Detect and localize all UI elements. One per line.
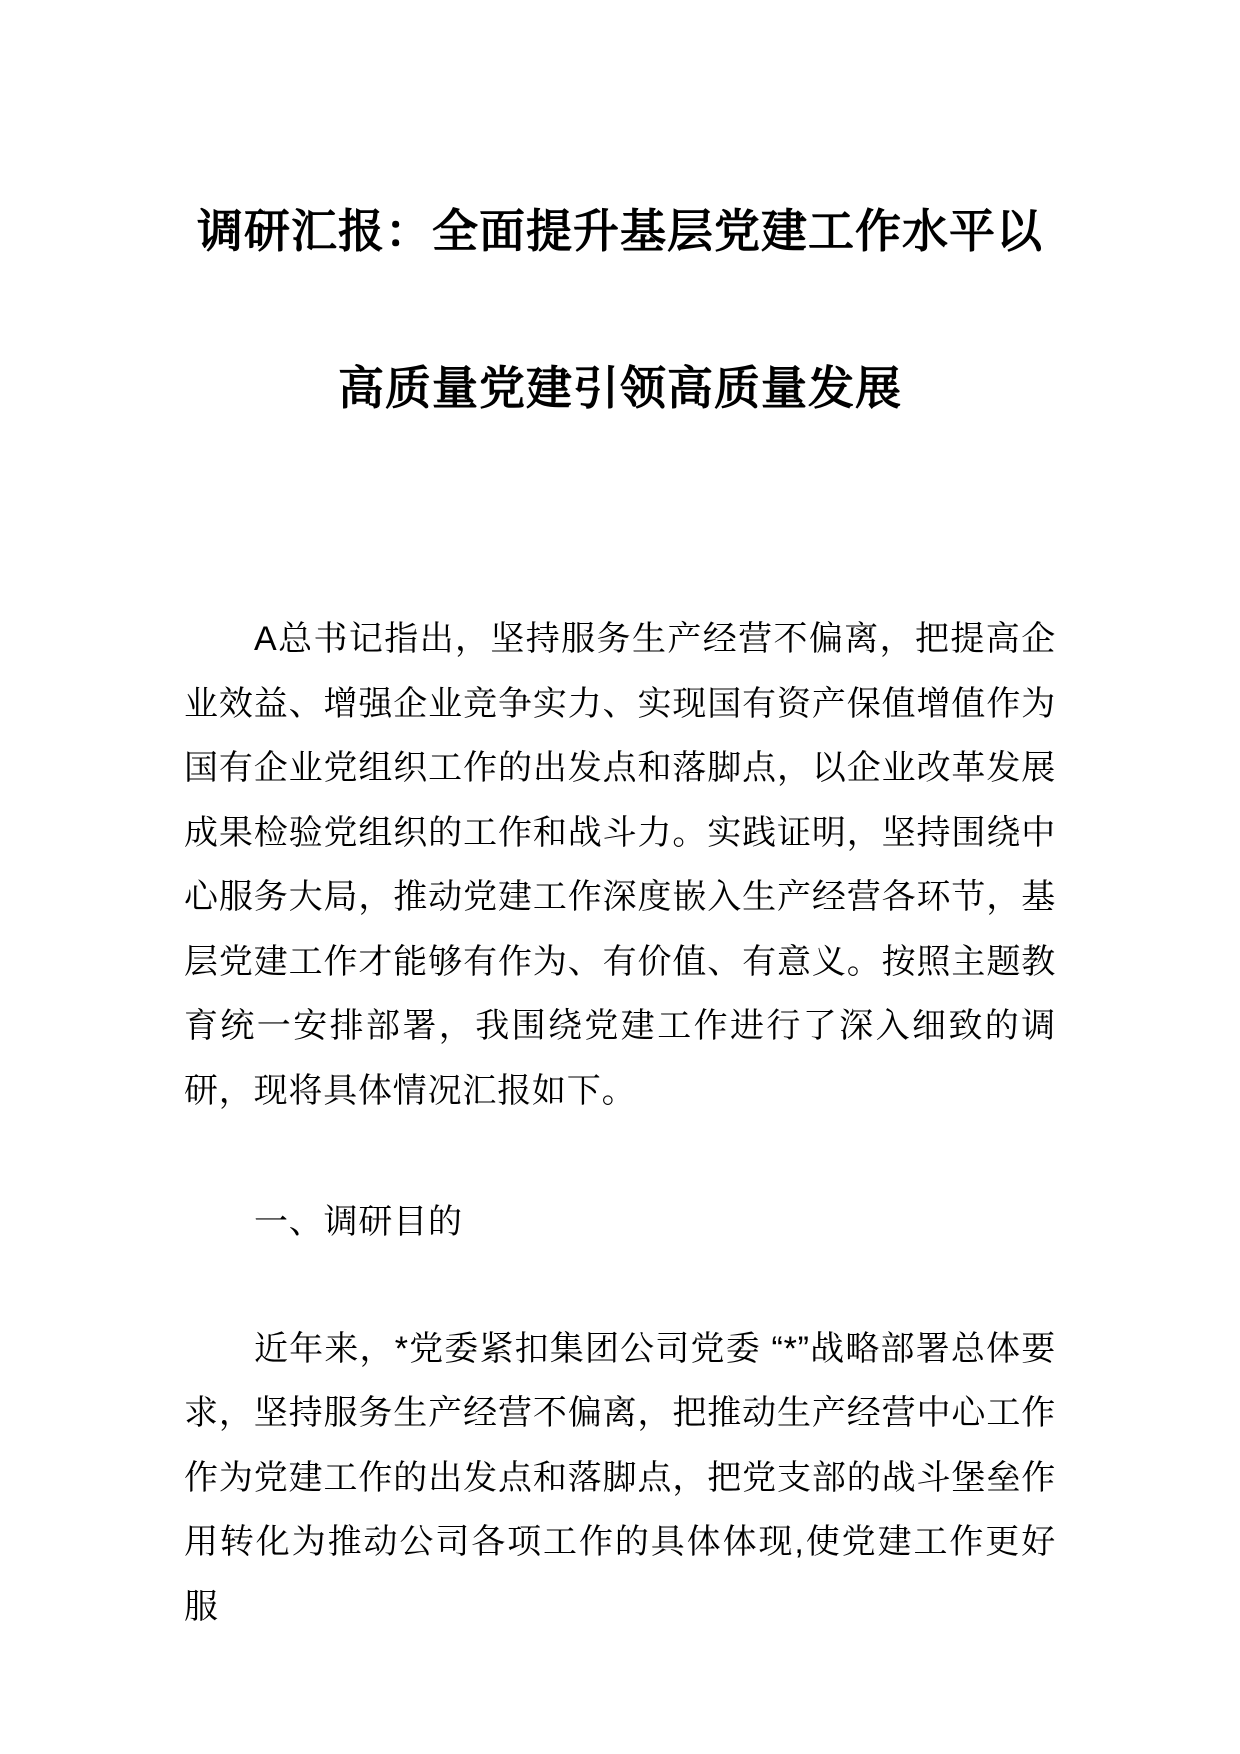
document-title-line-2: 高质量党建引领高质量发展 [338,362,902,414]
document-title [0,0,1240,467]
document-title-line-1: 调研汇报：全面提升基层党建工作水平以 [197,205,1043,257]
paragraph-intro: A总书记指出，坚持服务生产经营不偏离，把提高企业效益、增强企业竞争实力、实现国有资产保值增值作为国有企业党组织工作的出发点和落脚点，以企业改革发展成果检验党组织的工作和战斗力。实践证明，坚持围绕中心服务大局，推动党建工作深度嵌入生产经营各环节，基层党建工作才能够有作为、有价值、有意义。按照主题教育统一安排部署，我围绕党建工作进行了深入细致的调研，现将具体情况汇报如下。 [184,620,1056,1110]
paragraph-section-1: 近年来，*党委紧扣集团公司党委 “*”战略部署总体要求，坚持服务生产经营不偏离，把推动生产经营中心工作作为党建工作的出发点和落脚点，把党支部的战斗堡垒作用转化为推动公司各项工作的具体体现,使党建工作更好服 [184,1329,1056,1626]
section-heading-1: 一、调研目的 [254,1203,463,1241]
